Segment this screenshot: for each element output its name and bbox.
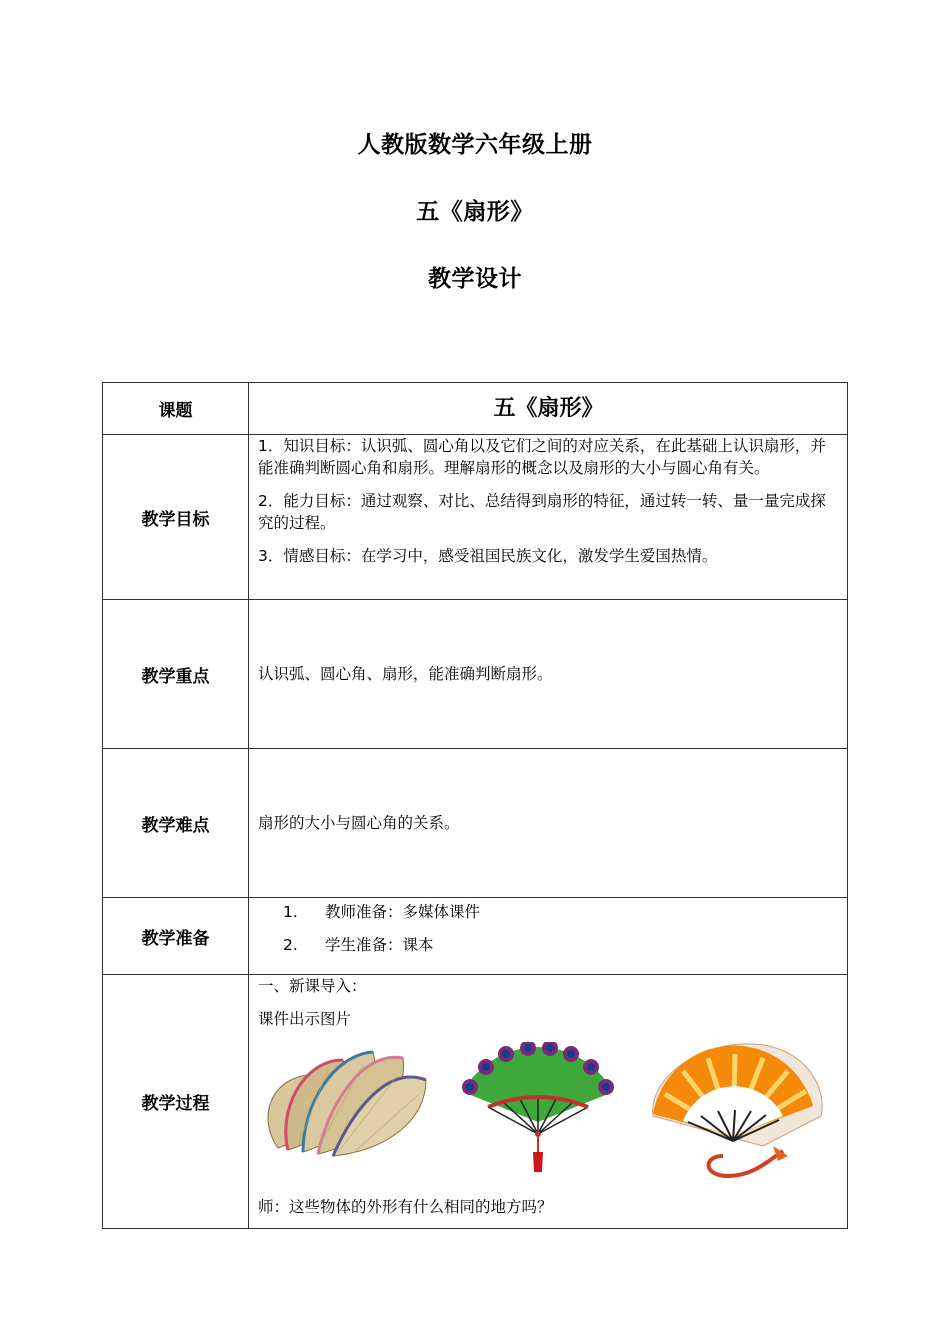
peacock-fan-picture — [458, 1042, 618, 1177]
process-heading: 一、新课导入： — [258, 977, 367, 995]
table-row-preparation — [103, 898, 848, 975]
document-title: 人教版数学六年级上册 — [357, 132, 593, 158]
document-subtitle: 教学设计 — [428, 266, 522, 292]
difficulty-label: 教学难点 — [103, 749, 249, 898]
goals-label: 教学目标 — [103, 435, 249, 600]
topic-value: 五《扇形》 — [493, 396, 604, 421]
woven-fans-picture — [258, 1040, 433, 1160]
list-item: 2. 学生准备：课本 — [283, 936, 434, 954]
lesson-title: 五《扇形》 — [416, 199, 534, 225]
lesson-plan-table — [102, 382, 848, 1229]
goal-ability: 2．能力目标：通过观察、对比、总结得到扇形的特征，通过转一转、量一量完成探究的过程。 — [258, 492, 826, 532]
topic-label: 课题 — [103, 383, 249, 435]
goal-emotion: 3．情感目标：在学习中，感受祖国民族文化，激发学生爱国热情。 — [258, 547, 718, 565]
process-label: 教学过程 — [103, 975, 249, 1229]
preparation-label: 教学准备 — [103, 898, 249, 975]
process-line: 课件出示图片 — [258, 1010, 352, 1028]
key-points-value: 认识弧、圆心角、扇形，能准确判断扇形。 — [249, 600, 848, 749]
table-row-difficulty — [103, 749, 848, 898]
difficulty-value: 扇形的大小与圆心角的关系。 — [249, 749, 848, 898]
orange-fan-picture — [643, 1036, 828, 1186]
table-row-goals — [103, 435, 848, 600]
table-row-topic — [103, 383, 848, 435]
teacher-question: 师：这些物体的外形有什么相同的地方吗？ — [258, 1198, 553, 1216]
table-row-key-points — [103, 600, 848, 749]
goal-knowledge: 1．知识目标：认识弧、圆心角以及它们之间的对应关系，在此基础上认识扇形，并能准确判断圆心角和扇形。理解扇形的概念以及扇形的大小与圆心角有关。 — [258, 437, 826, 477]
table-row-process — [103, 975, 848, 1229]
list-item: 1. 教师准备：多媒体课件 — [283, 903, 481, 921]
fan-pictures — [258, 1036, 839, 1196]
key-points-label: 教学重点 — [103, 600, 249, 749]
